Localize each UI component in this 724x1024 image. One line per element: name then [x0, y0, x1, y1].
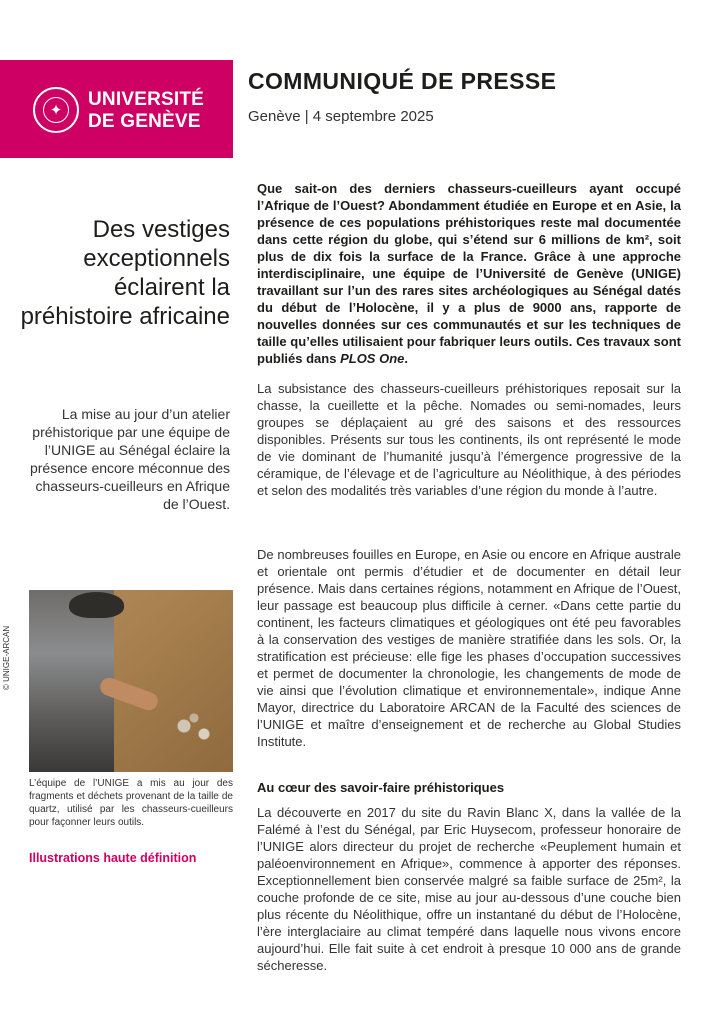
university-name-line1: UNIVERSITÉ	[88, 89, 205, 110]
press-release-date: Genève | 4 septembre 2025	[248, 108, 434, 125]
journal-name: PLOS One	[340, 351, 405, 366]
lead-text: Que sait-on des derniers chasseurs-cueilleurs ayant occupé l’Afrique de l’Ouest? Abondamment étudiée en Europe et en Asie, la présence de ces populations préhistoriques reste mal documentée dans cette région du globe, qui s’étend sur 6 millions de km², soit plus de dix fois la surface de la France. Grâce à une approche interdisciplinaire, une équipe de l’Université de Genève (UNIGE) travaillant sur l’un des rares sites archéologiques au Sénégal datés du début de l’Holocène, il y a plus de 9000 ans, rapporte de nouvelles données sur ces communautés et sur les techniques de taille qu’elles utilisaient pour fabriquer leurs outils. Ces travaux sont publiés dans	[257, 181, 681, 366]
university-logo	[0, 60, 233, 158]
hd-illustrations-link[interactable]: Illustrations haute définition	[29, 851, 197, 865]
body-paragraph-1: La subsistance des chasseurs-cueilleurs préhistoriques reposait sur la chasse, la cueillette et la pêche. Nomades ou semi-nomades, leurs groupes se déplaçaient au gré des saisons et des ressources disponibles. Présents sur tous les continents, ils ont représenté le mode de vie dominant de l’humanité jusqu’à l’émergence progressive de la céramique, de l’élevage et de l’agriculture au Néolithique, à des périodes et selon des modalités très variables d’une région du monde à l’autre.	[257, 381, 681, 498]
press-release-title: COMMUNIQUÉ DE PRESSE	[248, 68, 557, 94]
section-heading: Au cœur des savoir-faire préhistoriques	[257, 780, 505, 795]
university-seal-icon: ✦	[33, 87, 79, 133]
lead-end: .	[404, 351, 408, 366]
body-paragraph-3: La découverte en 2017 du site du Ravin Blanc X, dans la vallée de la Falémé à l’est du Sénégal, par Eric Huysecom, professeur honoraire de l’UNIGE alors directeur du projet de recherche «Peuplement humain et paléoenvironnement en Afrique», commence à apporter des réponses. Exceptionnellement bien conservée malgré sa faible surface de 25m², la couche profonde de ce site, mise au jour au-dessous d’une couche bien plus récente du Néolithique, offre un instantané du début de l’Holocène, l’ère interglaciaire au climat tempéré dans laquelle nous vivons encore aujourd’hui. Elle fait suite à cet endroit à presque 10 000 ans de grande sécheresse.	[257, 805, 681, 973]
university-name	[88, 89, 204, 133]
body-paragraph-2: De nombreuses fouilles en Europe, en Asie ou encore en Afrique australe et orientale ont permis d’étudier et de documenter en détail leur présence. Mais dans certaines régions, notamment en Afrique de l’Ouest, leur passage est beaucoup plus difficile à cerner. «Dans cette partie du continent, les facteurs climatiques et géologiques ont été peu favorables à la conservation des vestiges de manière stratifiée dans les sols. Or, la stratification est précieuse: elle fige les phases d’occupation successives et permet de documenter la chronologie, les changements de mode de vie ainsi que l’évolution climatique et environnementale», indique Anne Mayor, directrice du Laboratoire ARCAN de la Faculté des sciences de l’UNIGE et maître d’enseignement et de recherche au Global Studies Institute.	[257, 547, 681, 749]
excavation-photo	[29, 590, 233, 772]
lead-paragraph	[257, 180, 681, 367]
photo-credit: © UNIGE-ARCAN	[2, 625, 11, 690]
article-subhead: La mise au jour d’un atelier préhistorique par une équipe de l’UNIGE au Sénégal éclaire la présence encore méconnue des chasseurs-cueilleurs en Afrique de l’Ouest.	[29, 406, 230, 512]
photo-caption: L’équipe de l’UNIGE a mis au jour des fragments et déchets provenant de la taille de quartz, utilisé par les chasseurs-cueilleurs pour façonner leurs outils.	[29, 778, 233, 828]
university-name-line2: DE GENÈVE	[88, 111, 201, 132]
article-headline: Des vestiges exceptionnels éclairent la préhistoire africaine	[20, 216, 230, 330]
